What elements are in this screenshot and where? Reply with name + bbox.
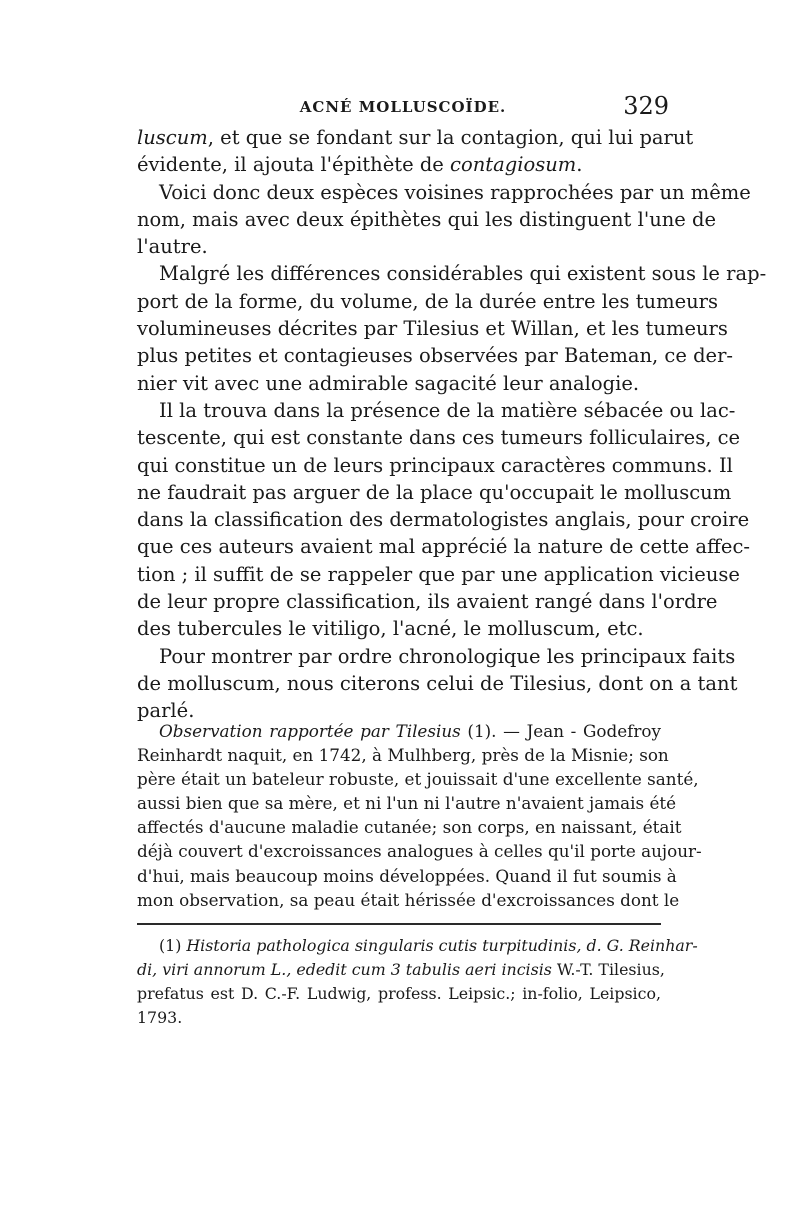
- footnote: [137, 934, 698, 1030]
- text-line: parlé.: [137, 699, 195, 723]
- footnote-line: 1793.: [137, 1008, 183, 1027]
- text-line: déjà couvert d'excroissances analogues à celles qu'il porte aujour-: [137, 841, 702, 862]
- text-line: nom, mais avec deux épithètes qui les distinguent l'une de: [137, 207, 717, 231]
- footnote-divider: [137, 923, 661, 925]
- text-line: nier vit avec une admirable sagacité leur analogie.: [137, 371, 640, 395]
- observation-title: Observation rapportée par Tilesius: [159, 721, 461, 741]
- footnote-line: prefatus est D. C.-F. Ludwig, profess. Leipsic.; in-folio, Leipsico,: [137, 984, 661, 1003]
- text-line: port de la forme, du volume, de la durée entre les tumeurs: [137, 289, 719, 313]
- text-line: des tubercules le vitiligo, l'acné, le molluscum, etc.: [137, 617, 644, 641]
- italic-term: luscum: [137, 126, 208, 149]
- text-line: de leur propre classification, ils avaient rangé dans l'ordre: [137, 590, 718, 614]
- italic-term: contagiosum: [450, 153, 577, 177]
- text-line: de molluscum, nous citerons celui de Tilesius, dont on a tant: [137, 671, 738, 695]
- paragraph-3: [137, 260, 767, 396]
- text-line: affectés d'aucune maladie cutanée; son corps, en naissant, était: [137, 817, 682, 838]
- paragraph-1: [137, 124, 694, 179]
- paragraph-2: [137, 179, 751, 261]
- observation-block: [137, 719, 702, 912]
- page-number: 329: [623, 92, 669, 120]
- text-line: d'hui, mais beaucoup moins développées. Quand il fut soumis à: [137, 865, 677, 886]
- text-line: Voici donc deux espèces voisines rapprochées par un même: [159, 180, 751, 204]
- text-line: évidente, il ajouta l'épithète de contagiosum.: [137, 153, 583, 177]
- text-line: Malgré les différences considérables qui existent sous le rap-: [159, 262, 767, 286]
- text-line: volumineuses décrites par Tilesius et Willan, et les tumeurs: [137, 317, 728, 341]
- text-line: Pour montrer par ordre chronologique les principaux faits: [159, 644, 736, 668]
- footnote-line: (1) Historia pathologica singularis cutis turpitudinis, d. G. Reinhar-: [159, 936, 698, 955]
- observation-heading-line: Observation rapportée par Tilesius (1). — Jean - Godefroy: [159, 721, 661, 741]
- body-text: [137, 124, 767, 725]
- footnote-line: di, viri annorum L., ededit cum 3 tabulis aeri incisis W.-T. Tilesius,: [137, 960, 665, 979]
- text-line: ne faudrait pas arguer de la place qu'occupait le molluscum: [137, 480, 732, 504]
- footnote-marker: (1): [159, 936, 187, 955]
- paragraph-5: [137, 643, 738, 725]
- text-line: qui constitue un de leurs principaux caractères communs. Il: [137, 453, 733, 477]
- text-line: Reinhardt naquit, en 1742, à Mulhberg, près de la Misnie; son: [137, 745, 669, 766]
- text-line: que ces auteurs avaient mal apprécié la nature de cette affec-: [137, 535, 750, 559]
- text-line: Il la trouva dans la présence de la matière sébacée ou lac-: [159, 398, 736, 422]
- paragraph-4: [137, 397, 750, 643]
- text-line: mon observation, sa peau était hérissée d'excroissances dont le: [137, 889, 680, 910]
- text-line: dans la classification des dermatologistes anglais, pour croire: [137, 508, 750, 532]
- running-title: ACNÉ MOLLUSCOÏDE.: [299, 98, 507, 116]
- text-line: l'autre.: [137, 235, 208, 259]
- text-line: plus petites et contagieuses observées par Bateman, ce der-: [137, 344, 734, 368]
- text-line: tescente, qui est constante dans ces tumeurs folliculaires, ce: [137, 426, 741, 450]
- text-line: père était un bateleur robuste, et jouissait d'une excellente santé,: [137, 769, 699, 790]
- text-line: tion ; il suffit de se rappeler que par une application vicieuse: [137, 562, 740, 586]
- running-head: [137, 92, 669, 122]
- text-line: aussi bien que sa mère, et ni l'un ni l'autre n'avaient jamais été: [137, 793, 677, 814]
- text-line: luscum, et que se fondant sur la contagion, qui lui parut: [137, 126, 694, 149]
